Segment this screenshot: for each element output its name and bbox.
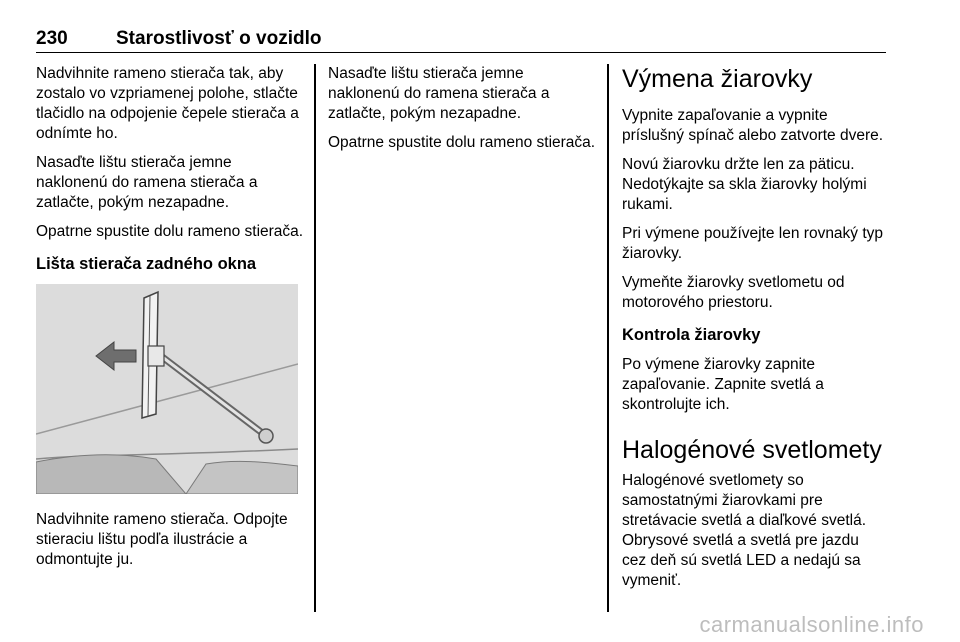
paragraph: Opatrne spustite dolu rameno stierača. (328, 134, 596, 151)
column-2 (328, 64, 598, 162)
chapter-title: Starostlivosť o vozidlo (116, 28, 322, 49)
paragraph: Halogénové svetlomety so samostatnými žiarovkami pre stretávacie svetlá a diaľkové svetlá. Obrysové svetlá a svetlá pre jazdu cez deň sú svetlá LED a nedajú sa vymeniť. (622, 472, 867, 589)
paragraph: Nasaďte lištu stierača jemne naklonenú do ramena stierača a zatlačte, pokým nezapadne. (36, 154, 258, 211)
section-heading-bulb-check: Kontrola žiarovky (622, 326, 761, 344)
column-3 (622, 64, 884, 600)
page-header (36, 28, 886, 53)
paragraph: Novú žiarovku držte len za päticu. Nedotýkajte sa skla žiarovky holými rukami. (622, 156, 867, 213)
section-title-bulb-replacement: Výmena žiarovky (622, 65, 813, 93)
paragraph: Vypnite zapaľovanie a vypnite príslušný spínač alebo zatvorte dvere. (622, 107, 884, 144)
column-1 (36, 64, 304, 579)
paragraph: Nadvihnite rameno stierača tak, aby zostalo vo vzpriamenej polohe, stlačte tlačidlo na odpojenie čepele stierača a odnímte ho. (36, 65, 299, 142)
paragraph: Nadvihnite rameno stierača. Odpojte stieraciu lištu podľa ilustrácie a odmontujte ju. (36, 511, 288, 568)
page-number: 230 (36, 28, 68, 49)
column-divider-1 (314, 64, 316, 612)
section-heading-rear-wiper: Lišta stierača zadného okna (36, 255, 257, 273)
rear-wiper-removal-illustration-icon (36, 284, 298, 494)
paragraph: Po výmene žiarovky zapnite zapaľovanie. Zapnite svetlá a skontrolujte ich. (622, 356, 824, 413)
paragraph: Pri výmene používejte len rovnaký typ žiarovky. (622, 225, 884, 262)
section-title-halogen: Halogénové svetlomety (622, 436, 882, 464)
watermark: carmanualsonline.info (699, 612, 924, 637)
paragraph: Vymeňte žiarovky svetlometu od motorového priestoru. (622, 274, 845, 311)
rear-wiper-illustration (36, 284, 298, 494)
paragraph: Nasaďte lištu stierača jemne naklonenú do ramena stierača a zatlačte, pokým nezapadne. (328, 65, 550, 122)
column-divider-2 (607, 64, 609, 612)
paragraph: Opatrne spustite dolu rameno stierača. (36, 223, 304, 240)
